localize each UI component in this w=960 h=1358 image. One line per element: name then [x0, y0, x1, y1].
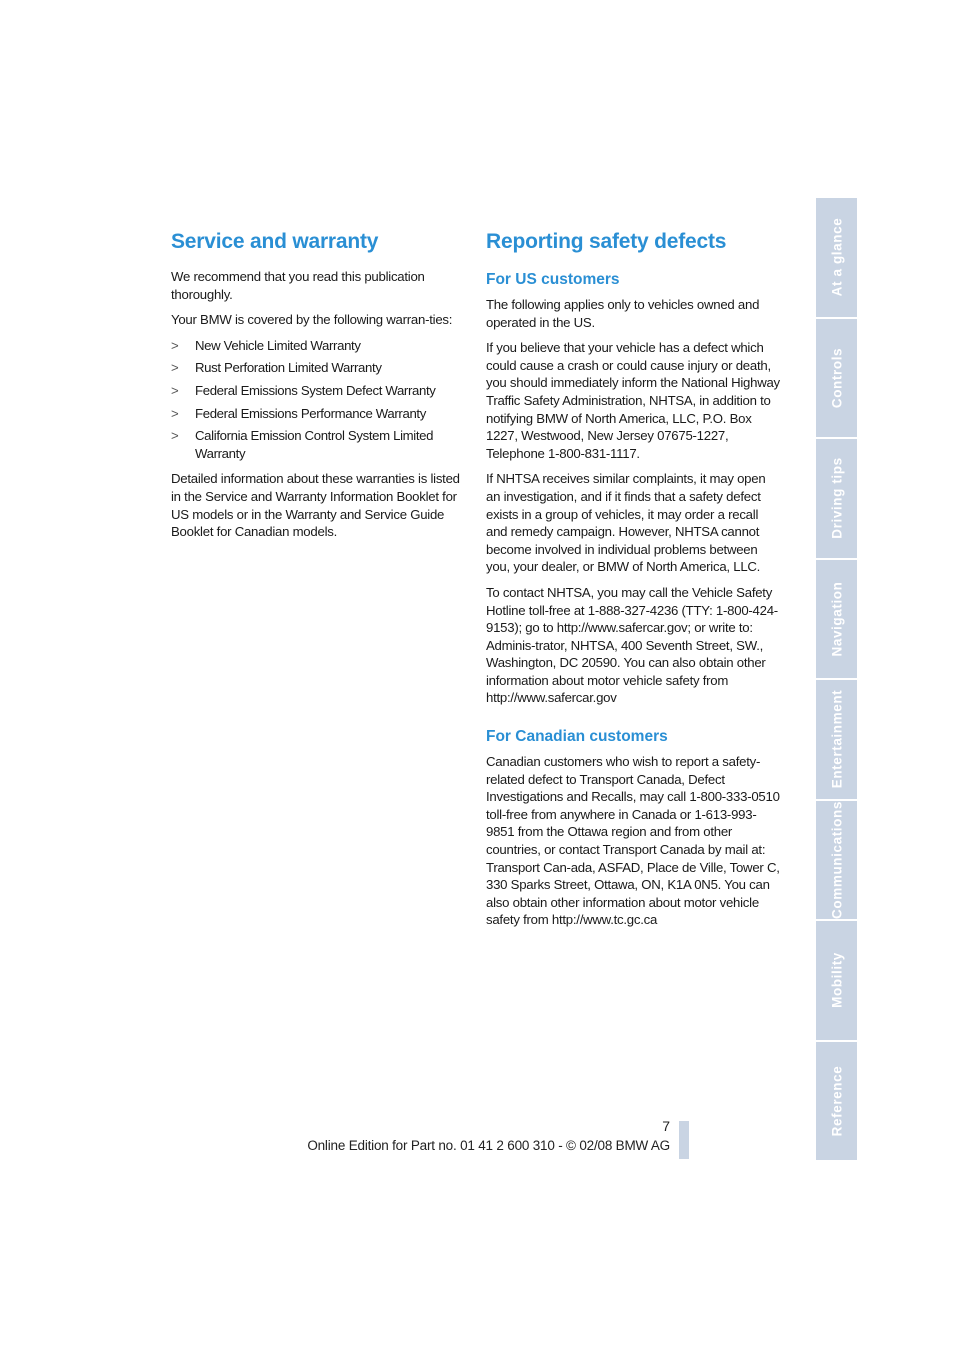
safety-defects-section [486, 228, 781, 937]
tab-controls[interactable]: Controls [816, 319, 857, 438]
intro-paragraph: We recommend that you read this publication thoroughly. [171, 269, 425, 302]
section-tabs [816, 198, 857, 1160]
bullet-marker: > [171, 360, 179, 376]
canada-paragraph-1: Canadian customers who wish to report a safety-related defect to Transport Canada, Defect Investigations and Recalls, may call 1-800-333-0510 toll-free from anywhere in Canada or 1-613-993-9851 from the Ottawa region and from other countries, or contact Transport Canada by mail at: Transport Can-ada, ASFAD, Place de Ville, Tower C, 330 Sparks Street, Ottawa, ON, K1A 0N5. You can also obtain other information about motor vehicle safety from http://www.tc.gc.ca [486, 754, 780, 928]
tab-mobility[interactable]: Mobility [816, 921, 857, 1040]
bullet-marker: > [171, 337, 179, 353]
tab-reference[interactable]: Reference [816, 1042, 857, 1161]
tab-navigation[interactable]: Navigation [816, 560, 857, 679]
us-paragraph-2: If you believe that your vehicle has a defect which could cause a crash or could cause injury or death, you should immediately inform the National Highway Traffic Safety Administration, NHTSA, in addition to notifying BMW of North America, LLC, P.O. Box 1227, Westwood, New Jersey 07675-1227, Telephone 1-800-831-1117. [486, 340, 780, 461]
list-item: > Federal Emissions System Defect Warranty [171, 382, 436, 398]
tab-entertainment[interactable]: Entertainment [816, 680, 857, 799]
list-item: > Rust Perforation Limited Warranty [171, 360, 382, 376]
footer-bar [679, 1121, 689, 1159]
us-paragraph-1: The following applies only to vehicles owned and operated in the US. [486, 297, 760, 330]
bullet-marker: > [171, 428, 179, 444]
list-item: > California Emission Control System Limited Warranty [171, 428, 434, 461]
page-number: 7 [662, 1118, 670, 1134]
tab-at-a-glance[interactable]: At a glance [816, 198, 857, 317]
tab-driving-tips[interactable]: Driving tips [816, 439, 857, 558]
us-paragraph-4: To contact NHTSA, you may call the Vehicle Safety Hotline toll-free at 1-888-327-4236 (TTY: 1-800-424-9153); go to http://www.safercar.gov; or write to: Adminis-trator, NHTSA, 400 Seventh Street, SW., Washington, DC 20590. You can also obtain other information about motor vehicle safety from http://www.safercar.gov [486, 584, 778, 706]
service-warranty-title: Service and warranty [171, 230, 379, 253]
us-customers-heading: For US customers [486, 271, 620, 288]
bullet-marker: > [171, 405, 179, 421]
warranty-list [171, 337, 467, 463]
bullet-marker: > [171, 382, 179, 398]
canadian-customers-heading: For Canadian customers [486, 728, 668, 746]
tab-communications[interactable]: Communications [816, 801, 857, 920]
edition-footer: Online Edition for Part no. 01 41 2 600 310 - © 02/08 BMW AG [307, 1138, 670, 1153]
us-paragraph-3: If NHTSA receives similar complaints, it may open an investigation, and if it finds that a safety defect exists in a group of vehicles, it may order a recall and remedy campaign. However, NHTSA cannot become involved in individual problems between you, your dealer, or BMW of North America, LLC. [486, 471, 766, 575]
list-item: > New Vehicle Limited Warranty [171, 337, 361, 353]
list-item: > Federal Emissions Performance Warranty [171, 405, 426, 421]
details-paragraph: Detailed information about these warranties is listed in the Service and Warranty Information Booklet for US models or in the Warranty and Service Guide Booklet for Canadian models. [171, 471, 460, 540]
safety-defects-title: Reporting safety defects [486, 230, 727, 253]
covered-paragraph: Your BMW is covered by the following warran-ties: [171, 312, 453, 328]
service-warranty-section [171, 228, 467, 549]
